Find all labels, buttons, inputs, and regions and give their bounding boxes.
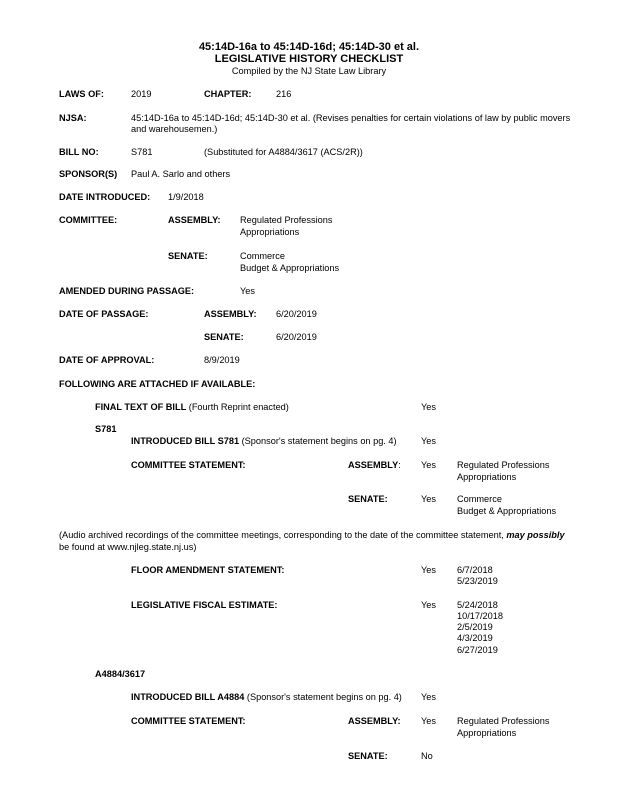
final-text-row <box>95 402 289 413</box>
floor-date: 5/23/2019 <box>457 576 498 586</box>
s781-committee-label: COMMITTEE STATEMENT: <box>131 460 246 470</box>
a4884-senate-value: No <box>421 751 433 761</box>
compiled-by: Compiled by the NJ State Law Library <box>231 66 387 76</box>
bill-no-label: BILL NO: <box>59 147 99 157</box>
s781-senate-1: Commerce <box>457 494 502 504</box>
s781-assembly-2: Appropriations <box>457 472 517 482</box>
fiscal-date: 2/5/2019 <box>457 622 493 632</box>
a4884-introduced-value: Yes <box>421 692 436 702</box>
s781-assembly-1: Regulated Professions <box>457 460 550 470</box>
fiscal-date: 10/17/2018 <box>457 611 503 621</box>
committee-label: COMMITTEE: <box>59 215 118 225</box>
audio-note-line1 <box>59 530 565 541</box>
a4884-senate-label: SENATE: <box>348 751 388 761</box>
audio-note-text: (Audio archived recordings of the committee meetings, corresponding to the date of the committee statement, <box>59 530 507 540</box>
fiscal-date: 4/3/2019 <box>457 633 493 643</box>
committee-senate-2: Budget & Appropriations <box>240 263 340 273</box>
s781-introduced-row <box>131 436 397 447</box>
passage-senate-value: 6/20/2019 <box>276 332 317 342</box>
bill-substituted-note: (Substituted for A4884/3617 (ACS/2R)) <box>204 147 363 157</box>
document-subtitle: LEGISLATIVE HISTORY CHECKLIST <box>214 53 404 65</box>
s781-assembly-value: Yes <box>421 460 436 470</box>
floor-amendment-value: Yes <box>421 565 436 575</box>
njsa-label: NJSA: <box>59 113 87 123</box>
floor-date: 6/7/2018 <box>457 565 493 575</box>
s781-assembly-colon: : <box>398 460 401 470</box>
amended-label: AMENDED DURING PASSAGE: <box>59 286 195 296</box>
a4884-introduced-label: INTRODUCED BILL A4884 <box>131 692 245 702</box>
s781-senate-label: SENATE: <box>348 494 388 504</box>
committee-senate-1: Commerce <box>240 251 285 261</box>
date-introduced-label: DATE INTRODUCED: <box>59 192 151 202</box>
s781-heading: S781 <box>95 424 117 434</box>
sponsors-label: SPONSOR(S) <box>59 169 118 179</box>
passage-assembly-value: 6/20/2019 <box>276 309 317 319</box>
sponsors-value: Paul A. Sarlo and others <box>131 169 231 179</box>
s781-senate-value: Yes <box>421 494 436 504</box>
s781-senate-2: Budget & Appropriations <box>457 506 557 516</box>
passage-label: DATE OF PASSAGE: <box>59 309 149 319</box>
date-introduced-value: 1/9/2018 <box>168 192 204 202</box>
floor-amendment-label: FLOOR AMENDMENT STATEMENT: <box>131 565 285 575</box>
njsa-value-line2: and warehousemen.) <box>131 124 218 134</box>
committee-senate-label: SENATE: <box>168 251 208 261</box>
a4884-introduced-note: (Sponsor's statement begins on pg. 4) <box>244 692 402 702</box>
s781-assembly-label: ASSEMBLY <box>348 460 399 470</box>
s781-introduced-label: INTRODUCED BILL S781 <box>131 436 240 446</box>
laws-of-value: 2019 <box>131 89 152 99</box>
a4884-introduced-row <box>131 692 402 703</box>
a4884-assembly-value: Yes <box>421 716 436 726</box>
chapter-label: CHAPTER: <box>204 89 252 99</box>
attached-heading: FOLLOWING ARE ATTACHED IF AVAILABLE: <box>59 379 256 389</box>
s781-introduced-note: (Sponsor's statement begins on pg. 4) <box>239 436 397 446</box>
laws-of-label: LAWS OF: <box>59 89 104 99</box>
fiscal-date: 5/24/2018 <box>457 600 498 610</box>
document-title: 45:14D-16a to 45:14D-16d; 45:14D-30 et al. <box>198 41 420 53</box>
a4884-assembly-2: Appropriations <box>457 728 517 738</box>
a4884-committee-label: COMMITTEE STATEMENT: <box>131 716 246 726</box>
committee-assembly-1: Regulated Professions <box>240 215 333 225</box>
fiscal-estimate-label: LEGISLATIVE FISCAL ESTIMATE: <box>131 600 278 610</box>
fiscal-estimate-value: Yes <box>421 600 436 610</box>
a4884-assembly-label: ASSEMBLY: <box>348 716 401 726</box>
s781-introduced-value: Yes <box>421 436 436 446</box>
njsa-value-line1: 45:14D-16a to 45:14D-16d; 45:14D-30 et al. (Revises penalties for certain violations of law by public movers <box>131 113 571 123</box>
fiscal-date: 6/27/2019 <box>457 645 498 655</box>
final-text-value: Yes <box>421 402 436 412</box>
final-text-note: (Fourth Reprint enacted) <box>186 402 289 412</box>
amended-value: Yes <box>240 286 255 296</box>
bill-no-value: S781 <box>131 147 153 157</box>
a4884-heading: A4884/3617 <box>95 669 146 679</box>
audio-note-emphasis: may possibly <box>506 530 565 540</box>
audio-note-line2: be found at www.njleg.state.nj.us) <box>59 542 197 552</box>
committee-assembly-2: Appropriations <box>240 227 300 237</box>
chapter-value: 216 <box>276 89 292 99</box>
s781-committee-assembly <box>348 460 401 471</box>
final-text-label: FINAL TEXT OF BILL <box>95 402 187 412</box>
a4884-assembly-1: Regulated Professions <box>457 716 550 726</box>
passage-assembly-label: ASSEMBLY: <box>204 309 257 319</box>
committee-assembly-label: ASSEMBLY: <box>168 215 221 225</box>
approval-value: 8/9/2019 <box>204 355 240 365</box>
approval-label: DATE OF APPROVAL: <box>59 355 155 365</box>
passage-senate-label: SENATE: <box>204 332 244 342</box>
